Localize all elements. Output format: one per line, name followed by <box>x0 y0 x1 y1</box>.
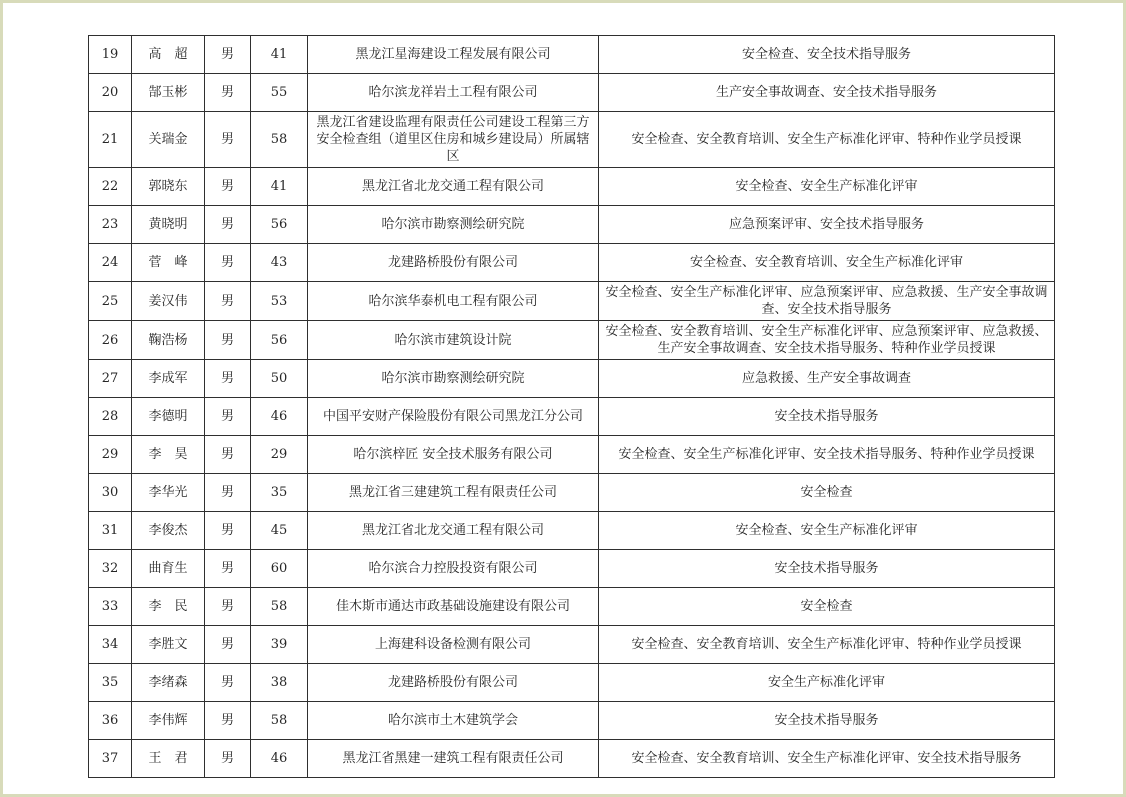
cell-no: 35 <box>89 664 132 702</box>
cell-age: 60 <box>251 550 308 588</box>
cell-no: 33 <box>89 588 132 626</box>
cell-company: 哈尔滨龙祥岩土工程有限公司 <box>308 74 599 112</box>
cell-company: 黑龙江省三建建筑工程有限责任公司 <box>308 474 599 512</box>
cell-services: 安全检查、安全生产标准化评审 <box>599 168 1055 206</box>
cell-no: 23 <box>89 206 132 244</box>
cell-gender: 男 <box>205 550 251 588</box>
cell-age: 45 <box>251 512 308 550</box>
table-row <box>89 74 1055 112</box>
cell-name: 姜汉伟 <box>132 282 205 321</box>
cell-name: 关瑞金 <box>132 112 205 168</box>
cell-services: 应急救援、生产安全事故调查 <box>599 360 1055 398</box>
cell-name: 郜玉彬 <box>132 74 205 112</box>
cell-gender: 男 <box>205 512 251 550</box>
cell-name: 郭晓东 <box>132 168 205 206</box>
table-row <box>89 282 1055 321</box>
table-row <box>89 244 1055 282</box>
cell-name: 菅 峰 <box>132 244 205 282</box>
cell-no: 26 <box>89 321 132 360</box>
cell-no: 28 <box>89 398 132 436</box>
cell-services: 安全生产标准化评审 <box>599 664 1055 702</box>
cell-age: 56 <box>251 321 308 360</box>
table-row <box>89 168 1055 206</box>
cell-name: 李伟辉 <box>132 702 205 740</box>
cell-company: 哈尔滨华泰机电工程有限公司 <box>308 282 599 321</box>
cell-gender: 男 <box>205 588 251 626</box>
cell-company: 龙建路桥股份有限公司 <box>308 664 599 702</box>
table-row <box>89 436 1055 474</box>
cell-name: 李成军 <box>132 360 205 398</box>
cell-gender: 男 <box>205 740 251 778</box>
cell-services: 安全检查 <box>599 588 1055 626</box>
table-row <box>89 550 1055 588</box>
cell-no: 37 <box>89 740 132 778</box>
table-row <box>89 206 1055 244</box>
cell-gender: 男 <box>205 282 251 321</box>
cell-company: 中国平安财产保险股份有限公司黑龙江分公司 <box>308 398 599 436</box>
cell-age: 43 <box>251 244 308 282</box>
table-row <box>89 740 1055 778</box>
cell-gender: 男 <box>205 112 251 168</box>
cell-no: 19 <box>89 36 132 74</box>
cell-no: 32 <box>89 550 132 588</box>
table-row <box>89 512 1055 550</box>
cell-services: 安全检查、安全生产标准化评审 <box>599 512 1055 550</box>
cell-age: 41 <box>251 168 308 206</box>
cell-name: 鞠浩杨 <box>132 321 205 360</box>
cell-company: 黑龙江省北龙交通工程有限公司 <box>308 512 599 550</box>
cell-no: 21 <box>89 112 132 168</box>
cell-gender: 男 <box>205 244 251 282</box>
cell-services: 安全检查、安全技术指导服务 <box>599 36 1055 74</box>
cell-company: 哈尔滨市勘察测绘研究院 <box>308 206 599 244</box>
cell-services: 安全检查、安全教育培训、安全生产标准化评审、特种作业学员授课 <box>599 112 1055 168</box>
table-row <box>89 702 1055 740</box>
cell-name: 李 民 <box>132 588 205 626</box>
cell-company: 哈尔滨市建筑设计院 <box>308 321 599 360</box>
cell-age: 53 <box>251 282 308 321</box>
cell-name: 李绪森 <box>132 664 205 702</box>
cell-company: 龙建路桥股份有限公司 <box>308 244 599 282</box>
cell-gender: 男 <box>205 206 251 244</box>
cell-company: 哈尔滨市勘察测绘研究院 <box>308 360 599 398</box>
cell-age: 58 <box>251 112 308 168</box>
cell-services: 应急预案评审、安全技术指导服务 <box>599 206 1055 244</box>
cell-no: 24 <box>89 244 132 282</box>
table-row <box>89 112 1055 168</box>
table-row <box>89 588 1055 626</box>
cell-name: 王 君 <box>132 740 205 778</box>
cell-age: 29 <box>251 436 308 474</box>
cell-name: 李德明 <box>132 398 205 436</box>
cell-gender: 男 <box>205 36 251 74</box>
table-row <box>89 626 1055 664</box>
cell-gender: 男 <box>205 626 251 664</box>
cell-gender: 男 <box>205 321 251 360</box>
cell-age: 55 <box>251 74 308 112</box>
experts-table-container <box>88 35 1055 778</box>
table-row <box>89 474 1055 512</box>
cell-company: 哈尔滨合力控股投资有限公司 <box>308 550 599 588</box>
cell-company: 上海建科设备检测有限公司 <box>308 626 599 664</box>
cell-gender: 男 <box>205 360 251 398</box>
cell-age: 46 <box>251 740 308 778</box>
cell-no: 36 <box>89 702 132 740</box>
cell-name: 李俊杰 <box>132 512 205 550</box>
cell-name: 黄晓明 <box>132 206 205 244</box>
cell-company: 佳木斯市通达市政基础设施建设有限公司 <box>308 588 599 626</box>
cell-no: 30 <box>89 474 132 512</box>
cell-gender: 男 <box>205 168 251 206</box>
cell-services: 安全检查、安全生产标准化评审、安全技术指导服务、特种作业学员授课 <box>599 436 1055 474</box>
cell-age: 35 <box>251 474 308 512</box>
experts-table <box>88 35 1055 778</box>
cell-name: 曲育生 <box>132 550 205 588</box>
cell-age: 38 <box>251 664 308 702</box>
cell-no: 29 <box>89 436 132 474</box>
table-row <box>89 36 1055 74</box>
cell-name: 高 超 <box>132 36 205 74</box>
cell-no: 22 <box>89 168 132 206</box>
table-row <box>89 398 1055 436</box>
cell-age: 58 <box>251 702 308 740</box>
cell-gender: 男 <box>205 702 251 740</box>
table-row <box>89 360 1055 398</box>
cell-company: 黑龙江省黑建一建筑工程有限责任公司 <box>308 740 599 778</box>
cell-no: 31 <box>89 512 132 550</box>
cell-no: 25 <box>89 282 132 321</box>
cell-services: 安全检查、安全教育培训、安全生产标准化评审、特种作业学员授课 <box>599 626 1055 664</box>
cell-no: 34 <box>89 626 132 664</box>
cell-services: 安全检查、安全生产标准化评审、应急预案评审、应急救援、生产安全事故调查、安全技术指导服务 <box>599 282 1055 321</box>
cell-age: 58 <box>251 588 308 626</box>
cell-gender: 男 <box>205 664 251 702</box>
cell-age: 50 <box>251 360 308 398</box>
cell-name: 李 昊 <box>132 436 205 474</box>
cell-gender: 男 <box>205 398 251 436</box>
cell-age: 39 <box>251 626 308 664</box>
cell-age: 41 <box>251 36 308 74</box>
cell-company: 黑龙江省北龙交通工程有限公司 <box>308 168 599 206</box>
cell-age: 56 <box>251 206 308 244</box>
cell-no: 20 <box>89 74 132 112</box>
cell-services: 安全检查、安全教育培训、安全生产标准化评审 <box>599 244 1055 282</box>
cell-services: 安全技术指导服务 <box>599 702 1055 740</box>
cell-services: 安全技术指导服务 <box>599 398 1055 436</box>
cell-company: 哈尔滨梓匠 安全技术服务有限公司 <box>308 436 599 474</box>
cell-services: 安全检查、安全教育培训、安全生产标准化评审、应急预案评审、应急救援、生产安全事故调查、安全技术指导服务、特种作业学员授课 <box>599 321 1055 360</box>
cell-age: 46 <box>251 398 308 436</box>
experts-table-body <box>89 36 1055 778</box>
cell-name: 李华光 <box>132 474 205 512</box>
cell-company: 哈尔滨市土木建筑学会 <box>308 702 599 740</box>
cell-gender: 男 <box>205 474 251 512</box>
table-row <box>89 664 1055 702</box>
cell-services: 安全检查、安全教育培训、安全生产标准化评审、安全技术指导服务 <box>599 740 1055 778</box>
cell-services: 生产安全事故调查、安全技术指导服务 <box>599 74 1055 112</box>
cell-no: 27 <box>89 360 132 398</box>
cell-services: 安全技术指导服务 <box>599 550 1055 588</box>
cell-services: 安全检查 <box>599 474 1055 512</box>
cell-company: 黑龙江省建设监理有限责任公司建设工程第三方安全检查组（道里区住房和城乡建设局）所属辖区 <box>308 112 599 168</box>
cell-name: 李胜文 <box>132 626 205 664</box>
cell-gender: 男 <box>205 74 251 112</box>
cell-company: 黑龙江星海建设工程发展有限公司 <box>308 36 599 74</box>
table-row <box>89 321 1055 360</box>
cell-gender: 男 <box>205 436 251 474</box>
